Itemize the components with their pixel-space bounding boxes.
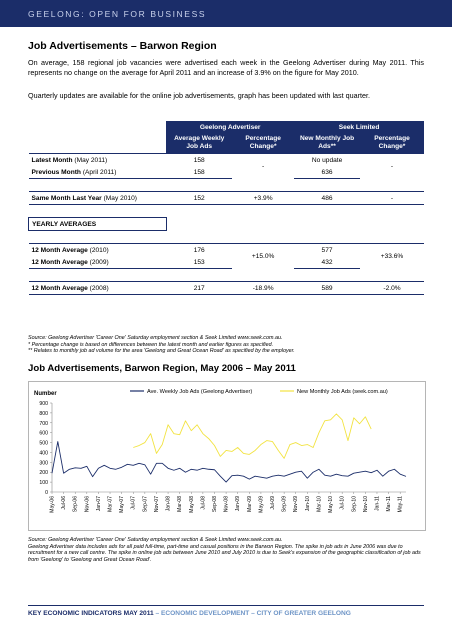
cell-pct: +15.0% [232,244,294,269]
cell-avg: 158 [166,166,232,179]
x-tick-label: Mar-08 [177,496,184,512]
x-tick-label: Jul-08 [200,496,207,510]
x-tick-label: Nov-08 [223,496,230,513]
y-tick-label: 500 [39,440,48,447]
x-tick-label: Mar-07 [107,496,114,512]
series-line-geelong-advertiser [52,442,406,483]
x-tick-label: Jul-07 [130,496,137,510]
x-tick-label: Jan-10 [304,496,311,512]
cell-seek: 432 [294,256,360,269]
cell-seek: 589 [294,282,360,295]
y-axis-label: Number [34,391,57,397]
y-tick-label: 900 [39,401,48,407]
note-source: Source: Geelong Advertiser 'Career One' Saturday employment section & Seek Limited www.seek.com.au. [28,335,283,341]
group-header-seek: Seek Limited [294,121,424,133]
y-tick-label: 600 [39,430,48,437]
x-tick-label: Nov-10 [362,496,369,513]
x-tick-label: Nov-07 [153,496,160,513]
cell-seek-pct: - [360,154,424,179]
x-tick-label: May-09 [258,496,265,513]
y-tick-label: 300 [39,460,48,467]
cell-avg: 152 [166,192,232,205]
cell-pct: - [232,154,294,179]
footer-divider [28,605,424,606]
cell-avg: 158 [166,154,232,167]
x-tick-label: Mar-09 [246,496,253,512]
col-header-pct: Percentage Change* [232,133,294,154]
series-line-seek [133,414,371,459]
x-tick-label: May-10 [328,496,335,513]
row-period: (2008) [89,284,109,292]
x-tick-label: Sep-07 [142,496,149,513]
table-group-header-row [29,121,425,133]
x-tick-label: May-06 [49,496,56,513]
row-label: Previous Month [31,168,81,176]
cell-seek-pct: -2.0% [360,282,424,295]
chart-source-line: Source: Geelong Advertiser 'Career One' Saturday employment section & Seek Limited www.seek.com.au. [28,537,283,543]
cell-seek-pct: +33.6% [360,244,424,269]
update-paragraph: Quarterly updates are available for the online job advertisements, graph has been updated with last quarter. [28,91,371,100]
x-tick-label: May-07 [119,496,126,513]
x-tick-label: May-11 [397,496,404,513]
cell-avg: 217 [166,282,232,295]
x-tick-label: Sep-10 [351,496,358,513]
x-tick-label: Mar-10 [316,496,323,512]
header-banner [0,0,452,27]
chart-source-explanation: Geelong Advertiser data includes ads for all paid full-time, part-time and casual positions in the Barwon Region. The spike in job ads in June 2006 was due to recruitment for a new call centre. The spike in online job ads between June 2010 and July 2010 is due to Seek's expansion of the geographic classification of job ads from 'Geelong' to 'Geelong and Great Ocean Road'. [28,543,421,563]
table-row [29,282,425,295]
cell-seek: 577 [294,244,360,257]
table-row [29,192,425,205]
row-label: 12 Month Average [31,284,88,292]
yearly-averages-label: YEARLY AVERAGES [29,218,167,231]
y-tick-label: 200 [39,470,48,477]
y-tick-label: 100 [39,480,48,487]
footer-subtitle: – ECONOMIC DEVELOPMENT – CITY OF GREATER GEELONG [153,610,351,617]
cell-pct: -18.9% [232,282,294,295]
table-row [29,244,425,257]
table-notes [28,335,424,355]
x-tick-label: Jul-10 [339,496,346,510]
row-label: Same Month Last Year [31,194,102,202]
y-tick-label: 800 [39,410,48,417]
cell-pct: +3.9% [232,192,294,205]
banner-text: GEELONG: OPEN FOR BUSINESS [28,9,207,19]
col-header-seek: New Monthly Job Ads** [294,133,360,154]
cell-seek: 486 [294,192,360,205]
row-period: (May 2010) [103,194,137,202]
cell-avg: 153 [166,256,232,269]
col-header-avg: Average Weekly Job Ads [166,133,232,154]
table-row [29,154,425,167]
section-title: Job Advertisements – Barwon Region [28,40,217,52]
cell-seek-pct: - [360,192,424,205]
row-period: (2010) [89,246,109,254]
table-row [29,218,425,231]
table-col-header-row [29,133,425,154]
cell-seek: No update [294,154,360,167]
x-tick-label: Jul-09 [270,496,277,510]
note-seek: ** Relates to monthly job ad volume for the area 'Geelong and Great Ocean Road' as specified by the employer. [28,348,295,355]
x-tick-label: May-08 [188,496,195,513]
group-header-geelong: Geelong Advertiser [166,121,294,133]
x-tick-label: Jan-07 [95,496,102,512]
row-label: 12 Month Average [31,246,88,254]
x-tick-label: Jan-09 [235,496,242,512]
summary-paragraph: On average, 158 regional job vacancies were advertised each week in the Geelong Advertiser during May 2011. This represents no change on the average for April 2011 and an increase of 3.9% on the figure for May 2010. [28,58,424,77]
x-tick-label: Jan-08 [165,496,172,512]
footer-title: KEY ECONOMIC INDICATORS MAY 2011 [28,610,154,617]
col-header-seek-pct: Percentage Change* [360,133,424,154]
row-label: 12 Month Average [31,258,88,266]
job-ads-line-chart [28,381,424,529]
note-percentage: * Percentage change is based on differences between the latest month and earlier figures as specified. [28,341,274,348]
x-tick-label: Nov-09 [293,496,300,513]
x-tick-label: Jul-06 [61,496,68,510]
cell-seek: 636 [294,166,360,179]
chart-source [28,537,424,563]
chart-title: Job Advertisements, Barwon Region, May 2006 – May 2011 [28,363,296,374]
y-tick-label: 400 [39,450,48,457]
row-label: Latest Month [31,156,73,164]
x-tick-label: Sep-09 [281,496,288,513]
x-tick-label: Mar-11 [386,496,393,512]
x-tick-label: Sep-08 [211,496,218,513]
row-period: (April 2011) [82,168,117,176]
y-tick-label: 0 [45,490,48,496]
row-period: (2009) [89,258,109,266]
cell-avg: 176 [166,244,232,257]
row-period: (May 2011) [74,156,108,164]
y-tick-label: 700 [39,420,48,427]
x-tick-label: Jan-11 [374,496,381,511]
x-tick-label: Nov-06 [84,496,91,513]
legend-label: New Monthly Job Ads (seek.com.au) [297,389,388,395]
x-tick-label: Sep-06 [72,496,79,513]
legend-label: Ave. Weekly Job Ads (Geelong Advertiser) [147,389,253,395]
indicator-table [28,121,424,295]
footer [28,610,351,617]
